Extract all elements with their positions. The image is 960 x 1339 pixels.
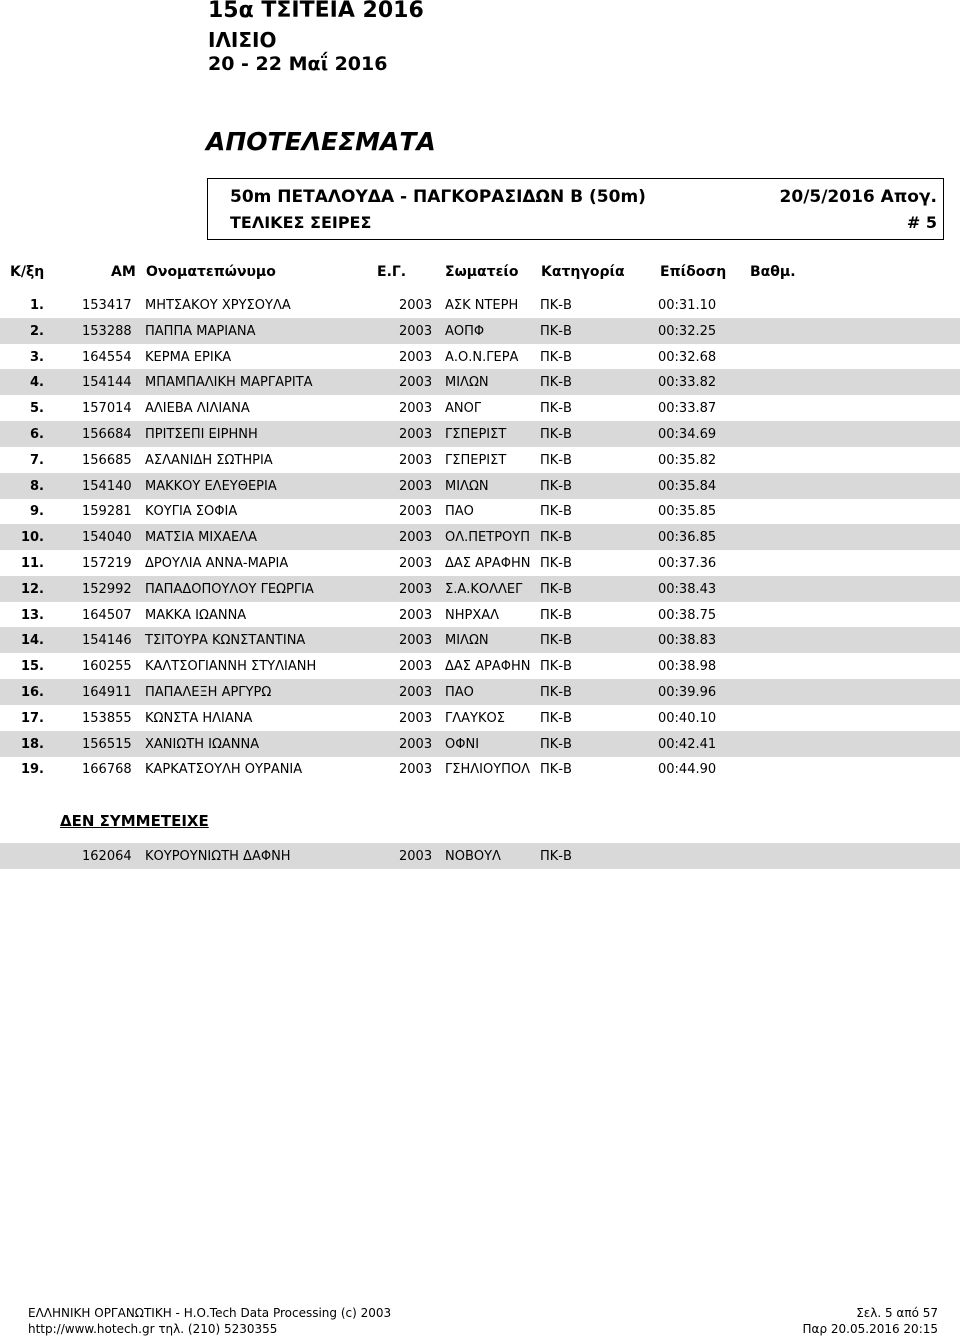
cell-am: 164507: [82, 607, 132, 623]
cell-time: 00:42.41: [658, 736, 717, 752]
cell-time: 00:35.82: [658, 452, 717, 468]
col-points-header: Βαθμ.: [750, 264, 796, 280]
cell-category: ΠΚ-Β: [540, 530, 572, 546]
meet-venue: ΙΛΙΣΙΟ: [208, 28, 277, 52]
cell-name: ΚΟΥΓΙΑ ΣΟΦΙΑ: [145, 504, 238, 520]
cell-am: 159281: [82, 504, 132, 520]
cell-rank: 1.: [30, 298, 44, 313]
results-heading: ΑΠΟΤΕΛΕΣΜΑΤΑ: [206, 127, 436, 156]
table-row: [0, 524, 960, 550]
cell-category: ΠΚ-Β: [540, 504, 572, 520]
table-row: [0, 447, 960, 473]
cell-time: 00:38.43: [658, 581, 717, 597]
cell-name: ΚΕΡΜΑ ΕΡΙΚΑ: [145, 349, 232, 365]
cell-name: ΤΣΙΤΟΥΡΑ ΚΩΝΣΤΑΝΤΙΝΑ: [145, 633, 306, 649]
cell-name: ΚΑΛΤΣΟΓΙΑΝΝΗ ΣΤΥΛΙΑΝΗ: [145, 659, 317, 675]
table-row: [0, 421, 960, 447]
cell-yob: 2003: [399, 530, 433, 546]
col-club-header: Σωματείο: [445, 264, 519, 280]
cell-rank: 15.: [20, 659, 44, 675]
cell-am: 156685: [82, 452, 132, 468]
cell-name: ΠΡΙΤΣΕΠΙ ΕΙΡΗΝΗ: [145, 427, 258, 442]
cell-category: ΠΚ-Β: [540, 452, 572, 468]
cell-am: 154140: [82, 478, 132, 494]
cell-club: ΔΑΣ ΑΡΑΦΗΝ: [445, 659, 531, 675]
cell-name: ΚΑΡΚΑΤΣΟΥΛΗ ΟΥΡΑΝΙΑ: [145, 762, 303, 778]
cell-name: ΠΑΠΑΛΕΞΗ ΑΡΓΥΡΩ: [145, 685, 272, 700]
cell-rank: 19.: [20, 762, 44, 778]
table-row: [0, 731, 960, 757]
cell-time: 00:31.10: [658, 298, 717, 313]
dns-club: ΝΟΒΟΥΛ: [445, 849, 501, 864]
table-row: [0, 550, 960, 576]
cell-am: 152992: [82, 581, 132, 597]
cell-yob: 2003: [399, 478, 433, 494]
cell-rank: 10.: [20, 530, 44, 546]
cell-yob: 2003: [399, 504, 433, 520]
table-row: [0, 576, 960, 602]
cell-club: ΑΣΚ ΝΤΕΡΗ: [445, 298, 519, 313]
cell-am: 166768: [82, 762, 132, 778]
cell-am: 164911: [82, 685, 132, 700]
table-row: [0, 653, 960, 679]
cell-rank: 14.: [20, 633, 44, 649]
table-row: [0, 369, 960, 395]
table-row: [0, 473, 960, 499]
cell-time: 00:38.98: [658, 659, 717, 675]
cell-rank: 18.: [20, 736, 44, 752]
footer-org: ΕΛΛΗΝΙΚΗ ΟΡΓΑΝΩΤΙΚΗ - Η.Ο.Tech Data Processing (c) 2003: [28, 1306, 392, 1320]
table-row: [0, 627, 960, 653]
cell-time: 00:34.69: [658, 427, 717, 442]
dns-category: ΠΚ-Β: [540, 849, 572, 864]
cell-am: 154146: [82, 633, 132, 649]
cell-yob: 2003: [399, 427, 433, 442]
cell-yob: 2003: [399, 685, 433, 700]
dns-heading: ΔΕΝ ΣΥΜΜΕΤΕΙΧΕ: [60, 812, 209, 830]
cell-name: ΔΡΟΥΛΙΑ ΑΝΝΑ-ΜΑΡΙΑ: [145, 556, 289, 571]
cell-club: ΠΑΟ: [445, 504, 474, 520]
cell-name: ΜΠΑΜΠΑΛΙΚΗ ΜΑΡΓΑΡΙΤΑ: [145, 375, 313, 391]
cell-club: ΑΝΟΓ: [445, 401, 482, 417]
cell-category: ΠΚ-Β: [540, 736, 572, 752]
cell-name: ΜΗΤΣΑΚΟΥ ΧΡΥΣΟΥΛΑ: [145, 298, 291, 313]
col-time-header: Επίδοση: [660, 264, 727, 280]
col-name-header: Ονοματεπώνυμο: [146, 264, 276, 280]
cell-yob: 2003: [399, 349, 433, 365]
cell-yob: 2003: [399, 607, 433, 623]
cell-yob: 2003: [399, 452, 433, 468]
cell-time: 00:38.75: [658, 607, 717, 623]
cell-time: 00:35.84: [658, 478, 717, 494]
cell-rank: 16.: [20, 685, 44, 700]
event-info-box: [207, 178, 944, 240]
cell-category: ΠΚ-Β: [540, 556, 572, 571]
cell-yob: 2003: [399, 762, 433, 778]
cell-name: ΜΑΤΣΙΑ ΜΙΧΑΕΛΑ: [145, 530, 257, 546]
cell-club: ΓΣΠΕΡΙΣΤ: [445, 452, 507, 468]
cell-category: ΠΚ-Β: [540, 581, 572, 597]
cell-rank: 9.: [30, 504, 44, 520]
cell-time: 00:37.36: [658, 556, 717, 571]
cell-name: ΑΛΙΕΒΑ ΛΙΛΙΑΝΑ: [145, 401, 250, 417]
cell-name: ΠΑΠΠΑ ΜΑΡΙΑΝΑ: [145, 323, 256, 339]
cell-time: 00:33.87: [658, 401, 717, 417]
cell-category: ΠΚ-Β: [540, 298, 572, 313]
cell-time: 00:32.25: [658, 323, 717, 339]
cell-club: Α.Ο.Ν.ΓΕΡΑ: [445, 349, 519, 365]
cell-yob: 2003: [399, 323, 433, 339]
cell-yob: 2003: [399, 659, 433, 675]
col-yob-header: Ε.Γ.: [377, 264, 407, 280]
meet-dates: 20 - 22 Μαΐ 2016: [208, 53, 388, 75]
cell-category: ΠΚ-Β: [540, 710, 572, 726]
cell-am: 160255: [82, 659, 132, 675]
table-row: [0, 292, 960, 318]
cell-club: Σ.Α.ΚΟΛΛΕΓ: [445, 581, 523, 597]
dns-yob: 2003: [399, 849, 433, 864]
col-rank-header: Κ/ξη: [10, 264, 45, 280]
cell-yob: 2003: [399, 736, 433, 752]
cell-club: ΟΦΝΙ: [445, 736, 480, 752]
cell-am: 164554: [82, 349, 132, 365]
cell-name: ΑΣΛΑΝΙΔΗ ΣΩΤΗΡΙΑ: [145, 452, 273, 468]
cell-club: ΔΑΣ ΑΡΑΦΗΝ: [445, 556, 531, 571]
cell-yob: 2003: [399, 633, 433, 649]
cell-category: ΠΚ-Β: [540, 375, 572, 391]
cell-am: 156684: [82, 427, 132, 442]
cell-name: ΜΑΚΚΑ ΙΩΑΝΝΑ: [145, 607, 247, 623]
cell-am: 153855: [82, 710, 132, 726]
footer-web[interactable]: http://www.hotech.gr τηλ. (210) 5230355: [28, 1322, 278, 1336]
cell-club: ΑΟΠΦ: [445, 323, 485, 339]
cell-rank: 3.: [30, 349, 44, 365]
table-row: [0, 679, 960, 705]
cell-club: ΜΙΛΩΝ: [445, 478, 489, 494]
cell-yob: 2003: [399, 375, 433, 391]
cell-yob: 2003: [399, 556, 433, 571]
cell-time: 00:36.85: [658, 530, 717, 546]
cell-rank: 12.: [20, 581, 44, 597]
cell-time: 00:32.68: [658, 349, 717, 365]
cell-club: ΓΣΗΛΙΟΥΠΟΛ: [445, 762, 531, 778]
cell-rank: 5.: [30, 401, 44, 417]
cell-am: 153417: [82, 298, 132, 313]
event-date: 20/5/2016 Απογ.: [779, 187, 937, 207]
table-row: [0, 344, 960, 370]
cell-yob: 2003: [399, 710, 433, 726]
cell-club: ΜΙΛΩΝ: [445, 633, 489, 649]
col-am-header: ΑΜ: [111, 264, 136, 280]
dns-row: [0, 843, 960, 869]
cell-time: 00:35.85: [658, 504, 717, 520]
cell-yob: 2003: [399, 298, 433, 313]
table-row: [0, 602, 960, 628]
cell-club: ΓΛΑΥΚΟΣ: [445, 710, 505, 726]
table-row: [0, 756, 960, 782]
cell-am: 157014: [82, 401, 132, 417]
col-category-header: Κατηγορία: [541, 264, 625, 280]
cell-rank: 6.: [30, 427, 44, 442]
cell-rank: 11.: [20, 556, 44, 571]
cell-name: ΧΑΝΙΩΤΗ ΙΩΑΝΝΑ: [145, 736, 260, 752]
cell-category: ΠΚ-Β: [540, 633, 572, 649]
footer-page-number: Σελ. 5 από 57: [856, 1306, 938, 1320]
cell-yob: 2003: [399, 581, 433, 597]
cell-category: ΠΚ-Β: [540, 478, 572, 494]
cell-time: 00:40.10: [658, 710, 717, 726]
cell-am: 154040: [82, 530, 132, 546]
cell-yob: 2003: [399, 401, 433, 417]
cell-name: ΜΑΚΚΟΥ ΕΛΕΥΘΕΡΙΑ: [145, 478, 277, 494]
cell-time: 00:38.83: [658, 633, 717, 649]
cell-category: ΠΚ-Β: [540, 323, 572, 339]
dns-am: 162064: [82, 849, 132, 864]
cell-category: ΠΚ-Β: [540, 427, 572, 442]
cell-am: 157219: [82, 556, 132, 571]
cell-rank: 7.: [30, 452, 44, 468]
cell-category: ΠΚ-Β: [540, 659, 572, 675]
cell-rank: 2.: [30, 323, 44, 339]
cell-club: ΜΙΛΩΝ: [445, 375, 489, 391]
table-row: [0, 705, 960, 731]
cell-am: 156515: [82, 736, 132, 752]
event-round: ΤΕΛΙΚΕΣ ΣΕΙΡΕΣ: [230, 213, 372, 232]
cell-rank: 17.: [20, 710, 44, 726]
meet-title: 15α ΤΣΙΤΕΙΑ 2016: [208, 0, 424, 23]
cell-category: ΠΚ-Β: [540, 762, 572, 778]
cell-category: ΠΚ-Β: [540, 349, 572, 365]
cell-category: ΠΚ-Β: [540, 607, 572, 623]
cell-club: ΠΑΟ: [445, 685, 474, 700]
cell-category: ΠΚ-Β: [540, 401, 572, 417]
cell-category: ΠΚ-Β: [540, 685, 572, 700]
event-name: 50m ΠΕΤΑΛΟΥΔΑ - ΠΑΓΚΟΡΑΣΙΔΩΝ Β (50m): [230, 187, 646, 207]
dns-name: ΚΟΥΡΟΥΝΙΩΤΗ ΔΑΦΝΗ: [145, 849, 291, 864]
cell-name: ΚΩΝΣΤΑ ΗΛΙΑΝΑ: [145, 710, 253, 726]
table-row: [0, 395, 960, 421]
cell-name: ΠΑΠΑΔΟΠΟΥΛΟΥ ΓΕΩΡΓΙΑ: [145, 581, 314, 597]
cell-am: 153288: [82, 323, 132, 339]
cell-rank: 4.: [30, 375, 44, 391]
table-row: [0, 498, 960, 524]
cell-club: ΓΣΠΕΡΙΣΤ: [445, 427, 507, 442]
cell-time: 00:39.96: [658, 685, 717, 700]
cell-club: ΟΛ.ΠΕΤΡΟΥΠ: [445, 530, 530, 546]
cell-time: 00:44.90: [658, 762, 717, 778]
cell-club: ΝΗΡΧΑΛ: [445, 607, 500, 623]
table-row: [0, 318, 960, 344]
footer-printed-date: Παρ 20.05.2016 20:15: [802, 1322, 938, 1336]
event-heat-number: # 5: [906, 213, 937, 232]
cell-am: 154144: [82, 375, 132, 391]
cell-time: 00:33.82: [658, 375, 717, 391]
cell-rank: 8.: [30, 478, 44, 494]
cell-rank: 13.: [20, 607, 44, 623]
